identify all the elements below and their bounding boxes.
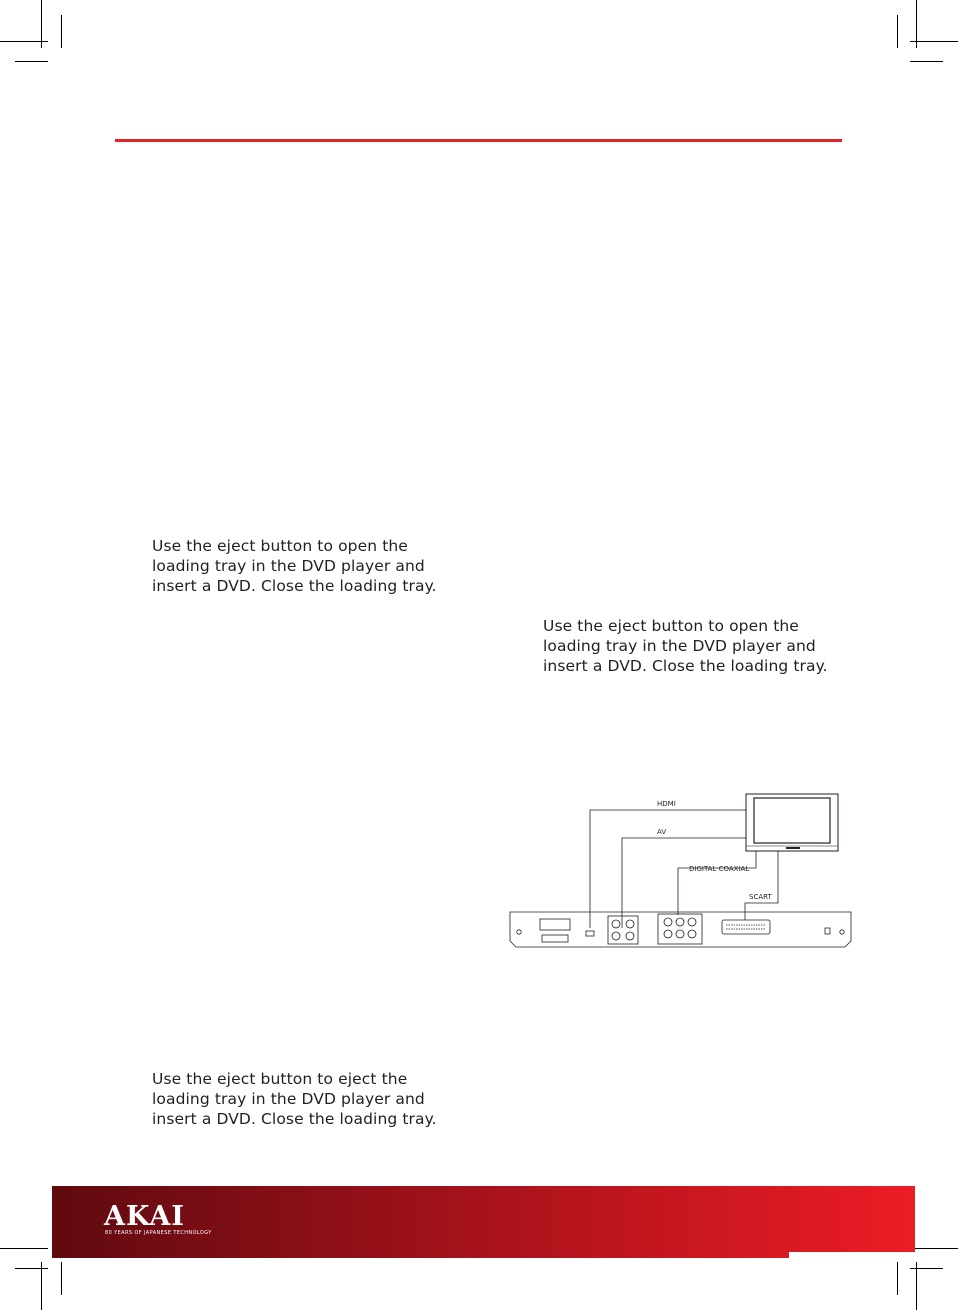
instruction-paragraph-2: Use the eject button to open the loading tray in the DVD player and insert a DVD. Close the loading tray.	[543, 617, 828, 675]
cable-label-av: AV	[657, 828, 667, 836]
cable-label-digital-coaxial: DIGITAL COAXIAL	[689, 865, 750, 873]
tv-illustration	[746, 794, 838, 851]
dvd-rear-panel	[510, 912, 851, 947]
instruction-paragraph-3: Use the eject button to eject the loading tray in the DVD player and insert a DVD. Close the loading tray.	[152, 1070, 437, 1128]
footer-band	[52, 1186, 915, 1258]
footer-notch	[789, 1252, 915, 1258]
cable-label-scart: SCART	[749, 893, 772, 901]
header-rule	[115, 139, 842, 142]
akai-logo: AKAI	[104, 1201, 185, 1232]
brand-tagline: 80 YEARS OF JAPANESE TECHNOLOGY	[105, 1230, 212, 1236]
cable-label-hdmi: HDMI	[657, 800, 676, 808]
instruction-paragraph-1: Use the eject button to open the loading tray in the DVD player and insert a DVD. Close the loading tray.	[152, 537, 437, 595]
connection-diagram	[500, 780, 860, 960]
